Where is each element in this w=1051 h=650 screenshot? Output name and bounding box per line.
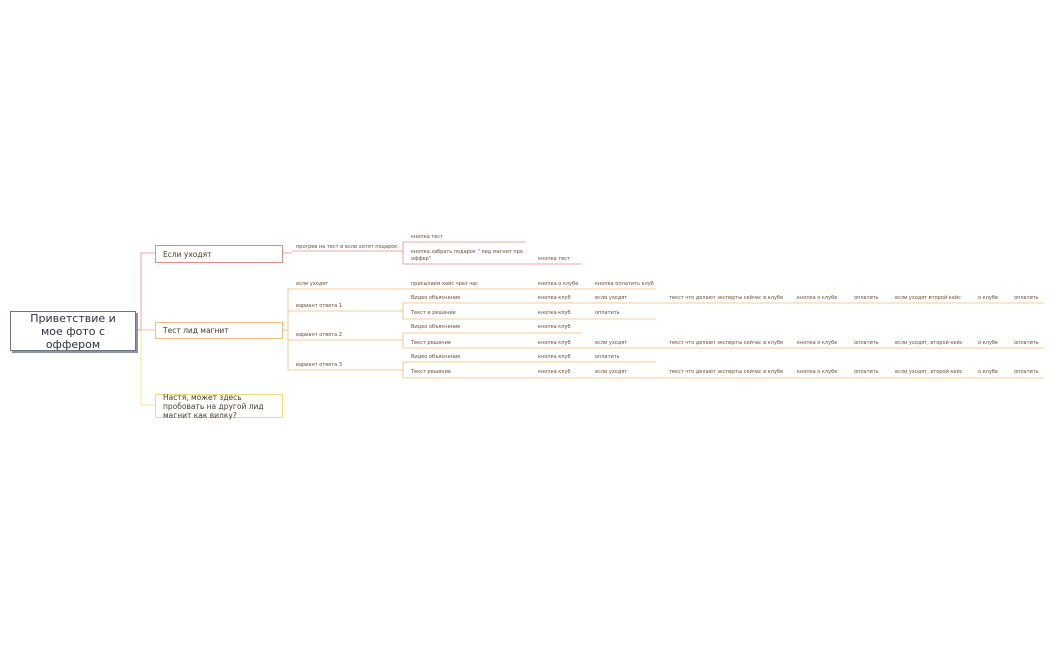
v1-video-topic[interactable]: Видео объяснение xyxy=(411,295,461,301)
v2-text-cell[interactable]: о клубе xyxy=(978,340,998,346)
v1-video-cell[interactable]: кнопка клуб xyxy=(538,295,571,301)
v1-video-cell[interactable]: оплатить xyxy=(854,295,879,301)
v2-text-cell[interactable]: если уходят, второй кейс xyxy=(895,340,963,346)
warmup-topic[interactable]: прогрев на тест и если хотят подарок xyxy=(296,244,398,250)
v1-video-cell[interactable]: если уходят xyxy=(595,295,628,301)
v1-video-cell[interactable]: если уходят второй кейс xyxy=(895,295,961,301)
v1-video-cell[interactable]: текст что делают эксперты сейчас в клубе xyxy=(669,295,784,301)
topic-if-leaving-label: Если уходят xyxy=(163,249,212,259)
v3-text-cell[interactable]: если уходят xyxy=(595,369,628,375)
root-topic-label: Приветствие и мое фото с оффером xyxy=(30,311,116,351)
v3-video-cell[interactable]: оплатить xyxy=(595,354,620,360)
topic-note[interactable] xyxy=(155,394,283,418)
v2-video-cell[interactable]: кнопка клуб xyxy=(538,324,571,330)
topic-test-lead-magnet-label: Тест лид магнит xyxy=(163,326,229,335)
root-topic[interactable] xyxy=(10,311,136,351)
v3-text-cell[interactable]: кнопка о клубе xyxy=(797,369,838,375)
v2-text-topic[interactable]: Текст решение xyxy=(411,340,451,346)
case-hour-topic[interactable]: присылаем кейс чрез час xyxy=(411,281,478,287)
topic-test-lead-magnet[interactable] xyxy=(155,322,283,339)
pay-club-button-topic[interactable]: кнопка оплатить клуб xyxy=(595,281,654,287)
v2-video-topic[interactable]: Видео объяснение xyxy=(411,324,461,330)
v3-video-topic[interactable]: Видео объяснение xyxy=(411,354,461,360)
v1-video-cell[interactable]: кнопка о клубе xyxy=(797,295,838,301)
v3-video-cell[interactable]: кнопка клуб xyxy=(538,354,571,360)
topic-if-leaving[interactable] xyxy=(155,245,283,263)
v1-text-topic[interactable]: Текст и решение xyxy=(411,310,456,316)
v1-video-cell[interactable]: оплатить xyxy=(1014,295,1039,301)
test-button-topic-2[interactable]: кнопка тест xyxy=(538,256,570,262)
v2-text-cell[interactable]: оплатить xyxy=(1014,340,1039,346)
v3-text-cell[interactable]: оплатить xyxy=(854,369,879,375)
v1-text-cell[interactable]: кнопка клуб xyxy=(538,310,571,316)
club-button-topic[interactable]: кнопка о клубе xyxy=(538,281,579,287)
v2-text-cell[interactable]: оплатить xyxy=(854,340,879,346)
variant-1-topic[interactable]: вариант ответа 1 xyxy=(296,303,343,309)
v2-text-cell[interactable]: если уходят xyxy=(595,340,628,346)
v2-text-cell[interactable]: текст что делают эксперты сейчас в клубе xyxy=(669,340,784,346)
variant-2-topic[interactable]: вариант ответа 2 xyxy=(296,332,343,338)
if-leaving-topic[interactable]: если уходят xyxy=(296,281,329,287)
v3-text-topic[interactable]: Текст решение xyxy=(411,369,451,375)
variant-3-topic[interactable]: вариант ответа 3 xyxy=(296,362,343,368)
v2-text-cell[interactable]: кнопка о клубе xyxy=(797,340,838,346)
v2-text-cell[interactable]: кнопка клуб xyxy=(538,340,571,346)
gift-button-topic[interactable]: кнопка забрать подарок " лид магнит про оффер" xyxy=(411,249,523,262)
v3-text-cell[interactable]: текст что делают эксперты сейчас в клубе xyxy=(669,369,784,375)
v3-text-cell[interactable]: о клубе xyxy=(978,369,998,375)
test-button-topic[interactable]: кнопка тест xyxy=(411,234,443,240)
v1-text-cell[interactable]: оплатить xyxy=(595,310,620,316)
v3-text-cell[interactable]: кнопка клуб xyxy=(538,369,571,375)
topic-note-label: Настя, может здесь пробовать на другой лид магнит как вилку? xyxy=(163,392,264,420)
v3-text-cell[interactable]: оплатить xyxy=(1014,369,1039,375)
v3-text-cell[interactable]: если уходят, второй кейс xyxy=(895,369,963,375)
v1-video-cell[interactable]: о клубе xyxy=(978,295,998,301)
